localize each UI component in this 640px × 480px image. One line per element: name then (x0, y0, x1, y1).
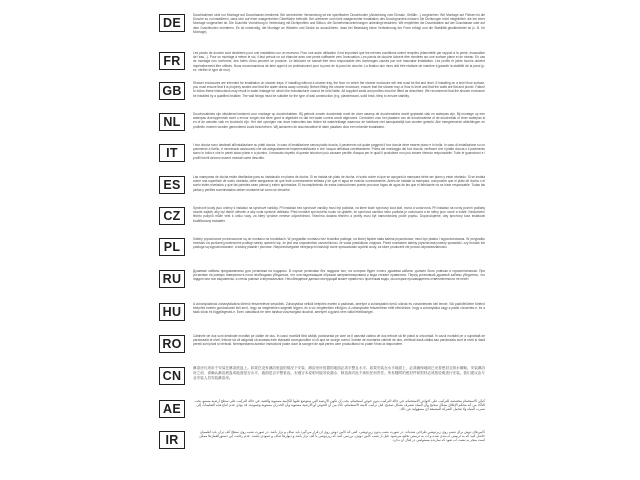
language-badge-de: DE (159, 14, 185, 32)
language-badge-cz: CZ (159, 207, 185, 225)
language-text-ru: Душевые кабины предназначены для установки на поддоны. В случае установки без поддона пол, на котором будет стоять душевая кабина, должен быть ровным и горизонтальным. При установке на ровную поверхность пола необходимо убедиться, что она надлежащим образом загерметизирована и вода стекает правильно. Перед установкой душевой кабины убедитесь, что поддон или пол выровнены, а стены ровные и вертикальные. Несоблюдение данных инструкций может привести к протечкам воды, за которые производитель ответственности не несёт. (193, 269, 485, 282)
language-text-fr: Les parois de douche sont destinées pour une installation sur un receveur. Pour une autre utilisation il est important que les mêmes conditions soient remplies (étanchéité par rapport à la pente, évacuation de l'eau...). Pour un montage à même le sol, il faut prévoir un sol étanche avec une pente suffisante vers l'évacuation. Les parois de douche doivent être montées sur une surface plane et de niveau. En cas de montage non conforme, des fuites d'eau peuvent se produire. Le fabricant ne saurait être tenu responsable des dommages causés par une mauvaise installation. Les profils et joints fournis doivent impérativement être utilisés. Nous recommandons de faire appel à un professionnel pour la pose de la paroi de douche. La fixation aux murs doit être réalisée de manière à garantir la stabilité de la paroi (p. ex. vérifier le type de mur). (193, 51, 485, 72)
language-text-cn: 淋浴房仅适用于安装在淋浴底盘上。如果在没有淋浴底盘的情况下安装，淋浴房所放置的地面必须平整且水平。如果安装在水平地面上，必须确保地面已妥善密封且排水顺畅。安装淋浴房之前，请确认淋浴底盘或地面是否水平，墙面是否平整垂直。未遵守本说明可能导致漏水，制造商对此不承担任何责任。所有随附的密封件和型材必须按说明进行安装。我们建议由专业安装人员安装淋浴房。 (193, 366, 485, 380)
section-gb (0, 82, 640, 110)
language-text-nl: Douchecabines zijn uitsluitend bestemd voor montage op douchebakken. Bij gebruik zonder douchebak moet de vloer waarop de douchecabine wordt geplaatst vlak en waterpas zijn. Bij montage op een waterpas vloeroppervlak moet u ervoor zorgen dat deze goed is afgedicht en dat het water correct wordt afgevoerd. Controleer voor het plaatsen van de douchecabine of de douchebak of vloer waterpas is en of de wanden vlak en loodrecht zijn. Het niet opvolgen van deze instructies kan leiden tot waterlekkage waarvoor de fabrikant niet aansprakelijk kan worden gesteld. Alle meegeleverde afdichtingen en profielen moeten worden gemonteerd zoals beschreven. Wij adviseren de douchecabine te laten plaatsen door een erkende installateur. (193, 112, 485, 129)
section-es (0, 176, 640, 204)
language-text-de: Duschkabinen sind nur Montage auf Duschtassen bestimmt. Bei senkrechter Verwendung ist ein spezifischer Duschboden (Abdichtung zum Einsatz, Gefälle...) vorgesehen. Bei Montage auf Fliesen ist die Dusche so zu installieren, dass sich auf einer waagerechten Oberfläche befindet. Bei unebener und nicht waagerechter Installation des Duschgrundes müssen Sie Dichtungen nicht mitgeliefert, die bei einer Montage vorgesehen ist. Die Duschtür Vorrichtung in Verbindung mit Dichtprofilen und Silikon, die Sicherheitsvorkehrungen unbedingt beachten. Wir empfehlen die Duschkabine auf der Duschtasse oder auf dem Duschboden montieren. Es ist notwendig, die Montage an Wänden und Decke so auszuführen, dass bei Belastung keine Veränderung der Form erfolgt und die Stabilität gewährleistet ist (z. B. für Montage). (193, 13, 485, 34)
language-text-hu: A zuhanykabinok zuhanytálcákra történő felszerelésre készültek. Zuhanytálca nélküli beépítés esetén a padlónak, amelyre a zuhanykabin kerül, síknak és vízszintesnek kell lennie. Sík padlófelületre történő beépítés esetén gondoskodni kell arról, hogy az megfelelően szigetelt legyen, és a víz megfelelően elfolyjon. A zuhanykabin felszerelése előtt ellenőrizze, hogy a zuhanytálca vagy a padló vízszintes-e, és a falak síkok és függőlegesek-e. Ezen utasítások be nem tartása vízszivárgást okozhat, amelyért a gyártó nem vállal felelősséget. (193, 302, 485, 315)
section-cn (0, 367, 640, 395)
language-badge-es: ES (159, 176, 185, 194)
section-ro (0, 335, 640, 363)
language-text-ae: كبائن الاستحمام مخصصة للتركيب على أحواض الاستحمام. في حالة التركيب بدون حوض استحمام، يجب أن تكون الأرضية التي ستوضع عليها الكابينة مستوية وأفقية. في حالة التركيب على سطح أرضية مستوٍ، يجب التأكد من أنه محكم الإغلاق بشكل صحيح وأن المياه تتصرف بشكل صحيح. قبل تركيب كابينة الاستحمام، تأكد من أن الحوض أو الأرضية مستوية وأن الجدران مستوية وعمودية. قد يؤدي عدم اتباع هذه التعليمات إلى تسرب المياه ولا تتحمل الشركة المصنعة أي مسؤولية عن ذلك. (194, 399, 485, 412)
section-it (0, 144, 640, 172)
language-badge-nl: NL (159, 113, 185, 131)
section-pl (0, 238, 640, 266)
language-badge-ir: IR (159, 431, 185, 449)
language-text-ro: Cabinele de duș sunt destinate montării pe cădițe de duș. În cazul montării fără cădiță, pardoseala pe care va fi așezată cabina de duș trebuie să fie plană și orizontală. În cazul montării pe o suprafață de pardoseală la nivel, trebuie să vă asigurați că aceasta este etanșată corespunzător și că apa se scurge corect. Înainte de montarea cabinei de duș, verificați dacă cădița sau pardoseala sunt la nivel și dacă pereții sunt plani și verticali. Nerespectarea acestor instrucțiuni poate duce la scurgeri de apă pentru care producătorul nu poate fi tras la răspundere. (193, 334, 485, 347)
language-badge-hu: HU (159, 303, 185, 321)
language-text-pl: Kabiny prysznicowe przeznaczone są do montażu na brodzikach. W przypadku montażu bez brodzika podłoga, na której będzie stała kabina prysznicowa, musi być płaska i wypoziomowana. W przypadku montażu na poziomej powierzchni podłogi należy upewnić się, że jest ona odpowiednio uszczelniona i że woda prawidłowo odpływa. Przed montażem kabiny prysznicowej należy sprawdzić, czy brodzik lub podłoga są wypoziomowane, a ściany płaskie i pionowe. Nieprzestrzeganie niniejszych instrukcji może spowodować wycieki wody, za które producent nie ponosi odpowiedzialności. (193, 237, 485, 250)
language-badge-pl: PL (159, 238, 185, 256)
language-badge-ru: RU (159, 270, 185, 288)
section-cz (0, 207, 640, 235)
language-badge-cn: CN (159, 367, 185, 385)
language-badge-gb: GB (159, 82, 185, 100)
section-ru (0, 270, 640, 298)
language-text-es: Las mamparas de ducha están diseñadas para su instalación en platos de ducha. Si se instala sin plato de ducha, el suelo sobre el que se apoyará la mampara debe ser plano y estar nivelado. Si se instala sobre una superficie de suelo nivelada, debe asegurarse de que esté correctamente sellada y de que el agua se evacúe correctamente. Antes de instalar la mampara, compruebe que el plato de ducha o el suelo estén nivelados y que las paredes sean planas y estén aplomadas. El incumplimiento de estas instrucciones puede provocar fugas de agua de las que el fabricante no se hace responsable. Todas las juntas y perfiles suministrados deben montarse tal como se describe. (193, 175, 485, 192)
language-badge-fr: FR (159, 52, 185, 70)
language-badge-ae: AE (159, 400, 185, 418)
language-text-it: I box doccia sono destinati all'installazione su piatti doccia. In caso di installazione senza piatto doccia, il pavimento sul quale poggerà il box doccia deve essere piano e in bolla. In caso di installazione su un pavimento a livello, è necessario assicurarsi che sia adeguatamente impermeabilizzato e che l'acqua defluisca correttamente. Prima del montaggio del box doccia, verificare che il piatto doccia o il pavimento siano in bolla e che le pareti siano piane e a piombo. Il mancato rispetto di queste istruzioni può causare perdite d'acqua per le quali il produttore non può essere ritenuto responsabile. Tutte le guarnizioni e i profili forniti devono essere montati come descritto. (193, 143, 485, 160)
language-badge-ro: RO (159, 335, 185, 353)
language-text-gb: Shower enclosures are intended for installation on shower trays. If installing without a shower tray, the floor on which the shower enclosure will rest must be flat and level. If installing on a level floor surface, you must ensure that it is properly sealed and that the water drains away correctly. Before fitting the shower enclosure, ensure that the shower tray or floor is level and that the walls are flat and plumb. Failure to follow these instructions may result in water leakage for which the manufacturer cannot be held liable. All supplied seals and profiles must be fitted as described. We recommend that the shower enclosure be installed by a qualified installer. The wall fixings must be suitable for the type of wall construction (e.g. plasterboard, solid brick, tiles) to ensure stability. (193, 81, 485, 98)
section-nl (0, 113, 640, 141)
section-hu (0, 303, 640, 331)
section-de (0, 14, 640, 42)
section-ir (0, 431, 640, 459)
section-ae (0, 400, 640, 428)
language-text-cz: Sprchové kouty jsou určeny k instalaci na sprchové vaničky. Při instalaci bez sprchové vaničky musí být podlaha, na které bude sprchový kout stát, rovná a vodorovná. Při instalaci na rovný povrch podlahy musíte zajistit, aby byl řádně utěsněn a aby voda správně odtékala. Před montáží sprchového koutu se ujistěte, že sprchová vanička nebo podlaha je vodorovná a že stěny jsou rovné a svislé. Nedodržení těchto pokynů může vést k úniku vody, za který výrobce nenese odpovědnost. Všechna dodaná těsnění a profily musí být namontovány podle popisu. Doporučujeme, aby sprchový kout instaloval kvalifikovaný instalatér. (193, 206, 485, 223)
language-text-ir: کابین‌های دوش برای نصب روی زیردوشی طراحی شده‌اند. در صورت نصب بدون زیردوشی، کفی که کابین دوش روی آن قرار می‌گیرد باید صاف و تراز باشد. در صورت نصب روی سطح کف تراز، باید اطمینان حاصل کنید که به درستی آب‌بندی شده و آب به درستی تخلیه می‌شود. قبل از نصب کابین دوش، بررسی کنید که زیردوشی یا کف تراز باشد و دیوارها صاف و عمودی باشند. عدم رعایت این دستورالعمل‌ها ممکن است منجر به نشت آب شود که سازنده مسئولیتی در قبال آن ندارد. (198, 430, 485, 443)
language-badge-it: IT (159, 144, 185, 162)
section-fr (0, 52, 640, 80)
